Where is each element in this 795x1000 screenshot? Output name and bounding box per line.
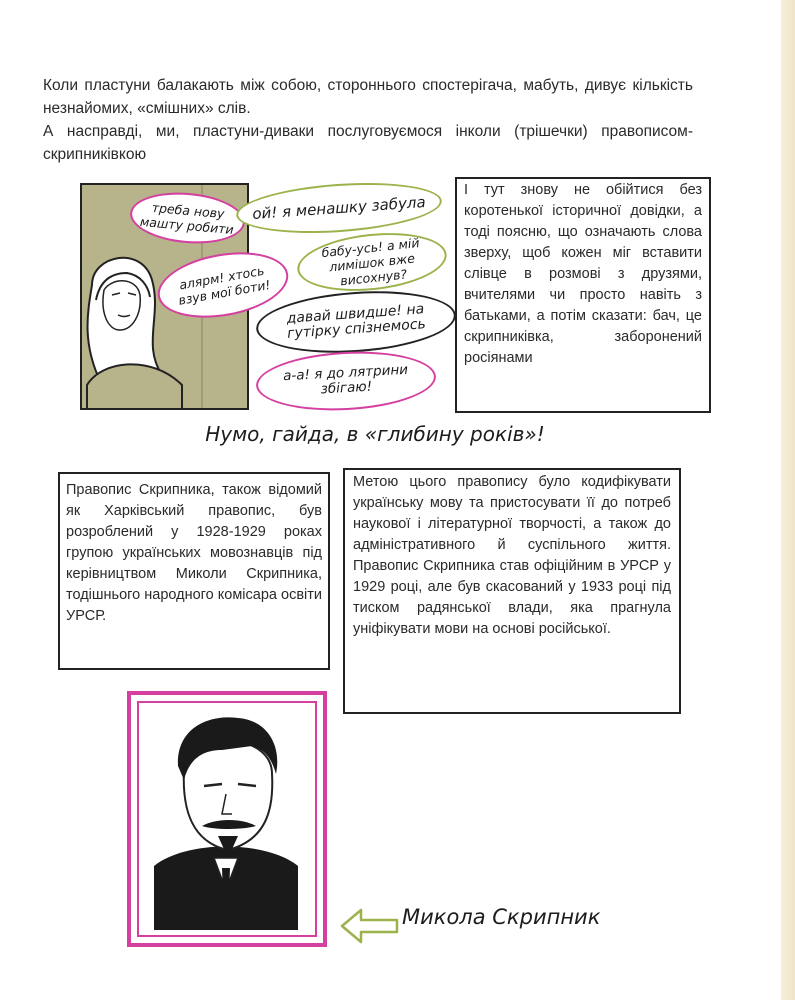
slogan-heading: Нумо, гайда, в «глибину років»!: [205, 422, 545, 446]
intro-text: [43, 74, 693, 166]
speech-bubble-4: [294, 226, 449, 297]
intro-line-2: А насправді, ми, пластуни-диваки послуговуємося інколи (трішечки) правописом-скрипниківкою: [43, 123, 693, 163]
page-edge: [781, 0, 795, 1000]
left-arrow-icon: [339, 906, 399, 946]
bubble-text-3: алярм! хтось взув мої боти!: [177, 262, 272, 308]
history-note-box: І тут знову не обійтися без коротенької історичної довідки, а тоді поясню, що означають слова зверху, щоб кожен міг вставити слівце в розмові з друзями, вчителями чи просто навіть з батьками, а потім сказати: бач, це скрипниківка, заборонений росіянами: [455, 177, 711, 413]
speech-bubble-5: [254, 285, 458, 359]
portrait-illustration: [154, 717, 298, 930]
speech-bubble-2: [235, 177, 444, 239]
bubble-text-6: а-а! я до лятрини збігаю!: [282, 361, 409, 398]
orthography-purpose-info: Метою цього правопису було кодифікувати українську мову та пристосувати її до потреб наукової і літературної творчості, а також до адміністративного й суспільного життя. Правопис Скрипника став офіційним в УРСР у 1929 році, але був скасований у 1933 році під тиском радянської влади, яка прагнула уніфікувати мови на основі російської.: [343, 468, 681, 714]
speech-bubble-6: [255, 347, 438, 414]
bubble-text-4: бабу-усь! а мій лимішок вже висохнув?: [320, 234, 421, 288]
portrait-frame: [126, 690, 328, 948]
portrait-name: Микола Скрипник: [402, 905, 601, 929]
bubble-text-5: давай швидше! на гутірку спізнемось: [286, 301, 427, 342]
bubble-text-1: треба нову машту робити: [139, 199, 235, 238]
intro-line-1: Коли пластуни балакають між собою, стороннього спостерігача, мабуть, дивує кількість незнайомих, «смішних» слів.: [43, 77, 693, 117]
skrypnyk-orthography-info: Правопис Скрипника, також відомий як Харківський правопис, був розроблений у 1928-1929 роках групою українських мовознавців під керівництвом Миколи Скрипника, тодішнього народного комісара освіти УРСР.: [58, 472, 330, 670]
bubble-text-2: ой! я менашку забула: [251, 192, 427, 223]
